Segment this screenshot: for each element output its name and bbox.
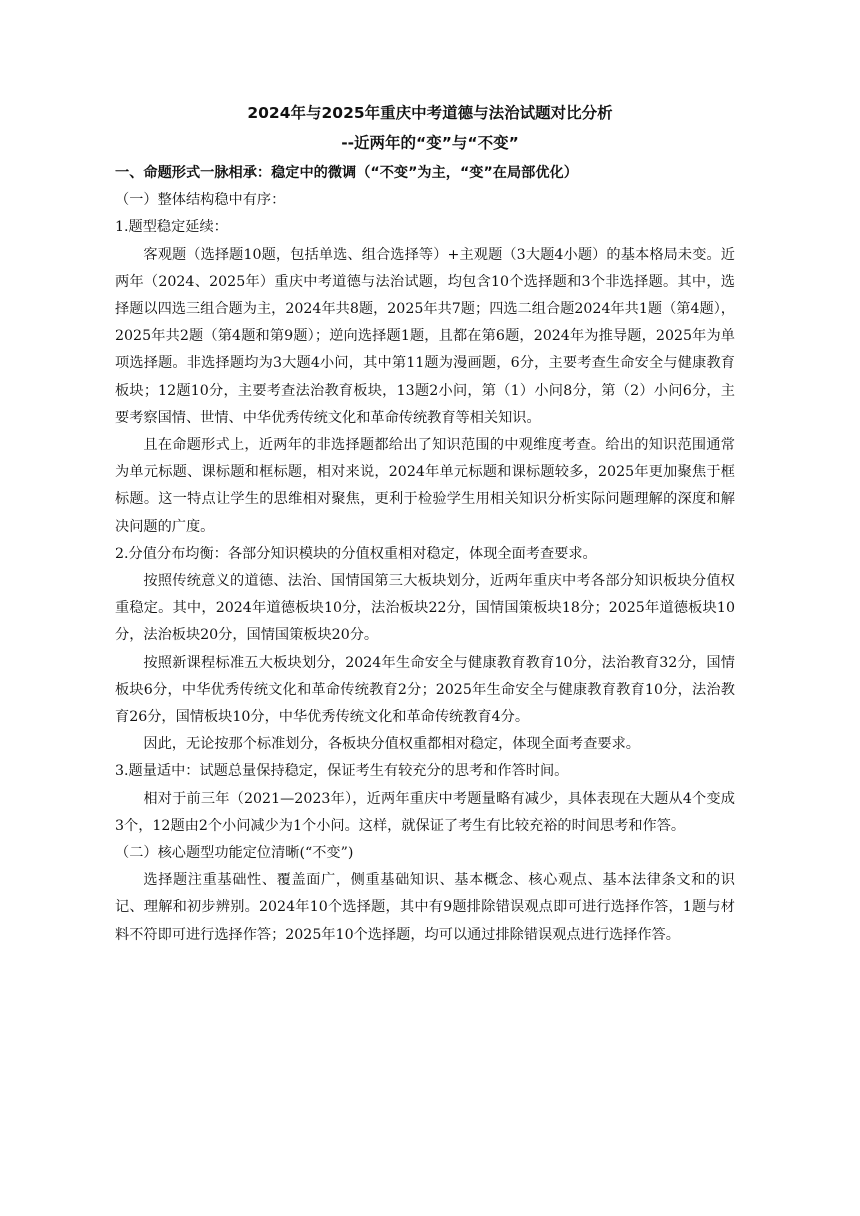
item-heading-3: 3.题量适中：试题总量保持稳定，保证考生有较充分的思考和作答时间。 [115,763,569,780]
section-heading-1: 一、命题形式一脉相承：稳定中的微调（“不变”为主，“变”在局部优化） [115,165,578,181]
subsection-heading-2: （二）核心题型功能定位清晰(“不变”) [115,845,354,862]
item-heading-2: 2.分值分布均衡：各部分知识模块的分值权重相对稳定，体现全面考查要求。 [115,545,597,562]
paragraph-7: 选择题注重基础性、覆盖面广，侧重基础知识、基本概念、核心观点、基本法律条文和的识记、理解和初步辨别。2024年10个选择题，其中有9题排除错误观点即可进行选择作答，1题与材料不符即可进行选择作答；2025年10个选择题，均可以通过排除错误观点进行选择作答。 [115,872,735,943]
paragraph-2: 且在命题形式上，近两年的非选择题都给出了知识范围的中观维度考查。给出的知识范围通常为单元标题、课标题和框标题，相对来说，2024年单元标题和课标题较多，2025年更加聚焦于框标题。这一特点让学生的思维相对聚焦，更利于检验学生用相关知识分析实际问题理解的深度和解决问题的广度。 [115,437,735,535]
paragraph-5: 因此，无论按那个标准划分，各板块分值权重都相对稳定，体现全面考查要求。 [143,736,640,753]
paragraph-3: 按照传统意义的道德、法治、国情国第三大板块划分，近两年重庆中考各部分知识板块分值权重稳定。其中，2024年道德板块10分，法治板块22分，国情国策板块18分；2025年道德板块10分，法治板块20分，国情国策板块20分。 [115,573,735,644]
document-subtitle: --近两年的“变”与“不变” [341,134,519,152]
subsection-heading-1: （一）整体结构稳中有序： [115,192,286,209]
paragraph-4: 按照新课程标准五大板块划分，2024年生命安全与健康教育教育10分，法治教育32分，国情板块6分，中华优秀传统文化和革命传统教育2分；2025年生命安全与健康教育教育10分，法治教育26分，国情板块10分，中华优秀传统文化和革命传统教育4分。 [115,654,735,726]
document-title: 2024年与2025年重庆中考道德与法治试题对比分析 [247,104,613,122]
item-heading-1: 1.题型稳定延续： [115,219,228,236]
paragraph-1: 客观题（选择题10题，包括单选、组合选择等）+主观题（3大题4小题）的基本格局未变。近两年（2024、2025年）重庆中考道德与法治试题，均包含10个选择题和3个非选择题。其中，选择题以四选三组合题为主，2024年共8题，2025年共7题；四选二组合题2024年共1题（第4题），2025年共2题（第4题和第9题）；逆向选择题1题，且都在第6题，2024年为推导题，2025年为单项选择题。非选择题均为3大题4小问，其中第11题为漫画题，6分，主要考查生命安全与健康教育板块；12题10分，主要考查法治教育板块，13题2小问，第（1）小问8分，第（2）小问6分，主要考察国情、世情、中华优秀传统文化和革命传统教育等相关知识。 [115,246,735,426]
paragraph-6: 相对于前三年（2021—2023年），近两年重庆中考题量略有减少，具体表现在大题从4个变成3个，12题由2个小问减少为1个小问。这样，就保证了考生有比较充裕的时间思考和作答。 [115,790,735,834]
